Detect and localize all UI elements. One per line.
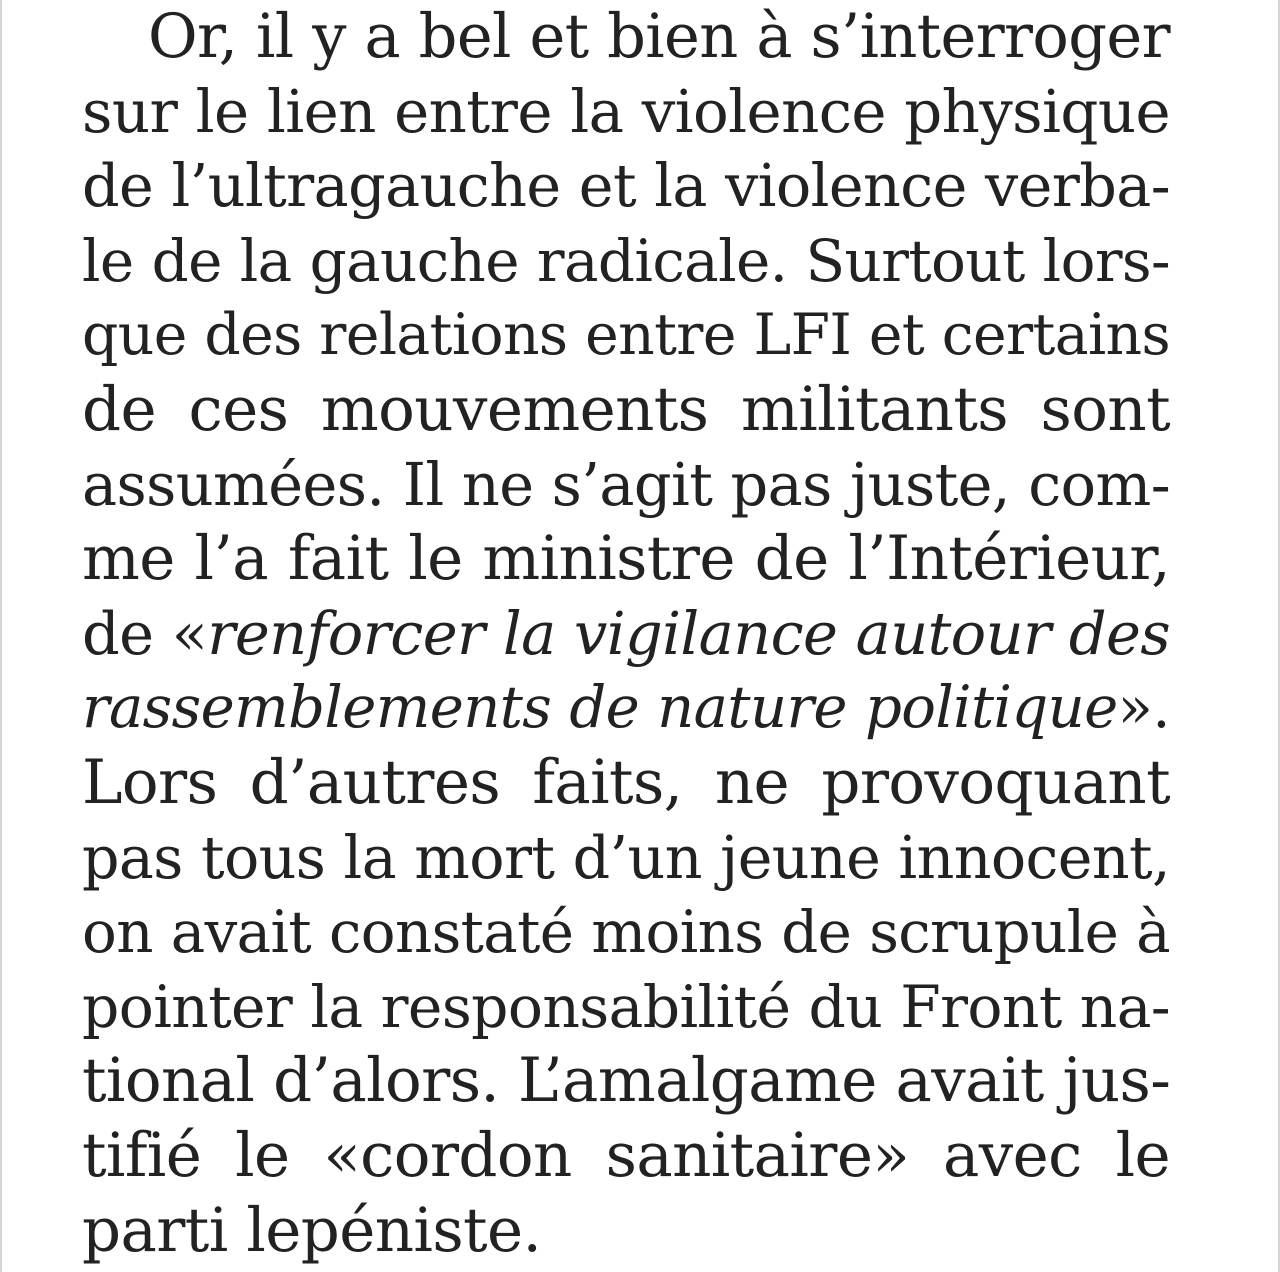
text-line: Lors d’autres faits, ne provoquant xyxy=(82,746,1170,818)
text-line: rassemblements de nature politique». xyxy=(82,674,1170,742)
text-line: tifié le «cordon sanitaire» avec le xyxy=(82,1119,1170,1191)
text-line: le de la gauche radicale. Surtout lors- xyxy=(82,226,1170,295)
text-line: parti lepéniste. xyxy=(82,1194,542,1266)
text-line: tional d’alors. L’amalgame avait jus- xyxy=(82,1045,1171,1117)
text-line: sur le lien entre la violence physique xyxy=(82,76,1170,146)
quotation-italic: renforcer la vigilance autour des xyxy=(207,598,1170,668)
text-line: pas tous la mort d’un jeune innocent, xyxy=(82,823,1170,892)
quotation-italic: rassemblements de nature politique xyxy=(82,674,1118,742)
text-line: me l’a fait le ministre de l’Intérieur, xyxy=(82,523,1170,595)
text-line: de «renforcer la vigilance autour des xyxy=(82,598,1170,668)
article-paragraph xyxy=(82,0,1170,1268)
text-line: de ces mouvements militants sont xyxy=(82,373,1170,445)
text-line: assumées. Il ne s’agit pas juste, com- xyxy=(82,449,1170,519)
text-line: de l’ultragauche et la violence verba- xyxy=(82,151,1170,221)
text-line: pointer la responsabilité du Front na- xyxy=(82,972,1170,1041)
text-line: que des relations entre LFI et certains xyxy=(82,302,1170,369)
text-line: on avait constaté moins de scrupule à xyxy=(82,898,1170,967)
text-line: Or, il y a bel et bien à s’interroger xyxy=(148,2,1170,72)
